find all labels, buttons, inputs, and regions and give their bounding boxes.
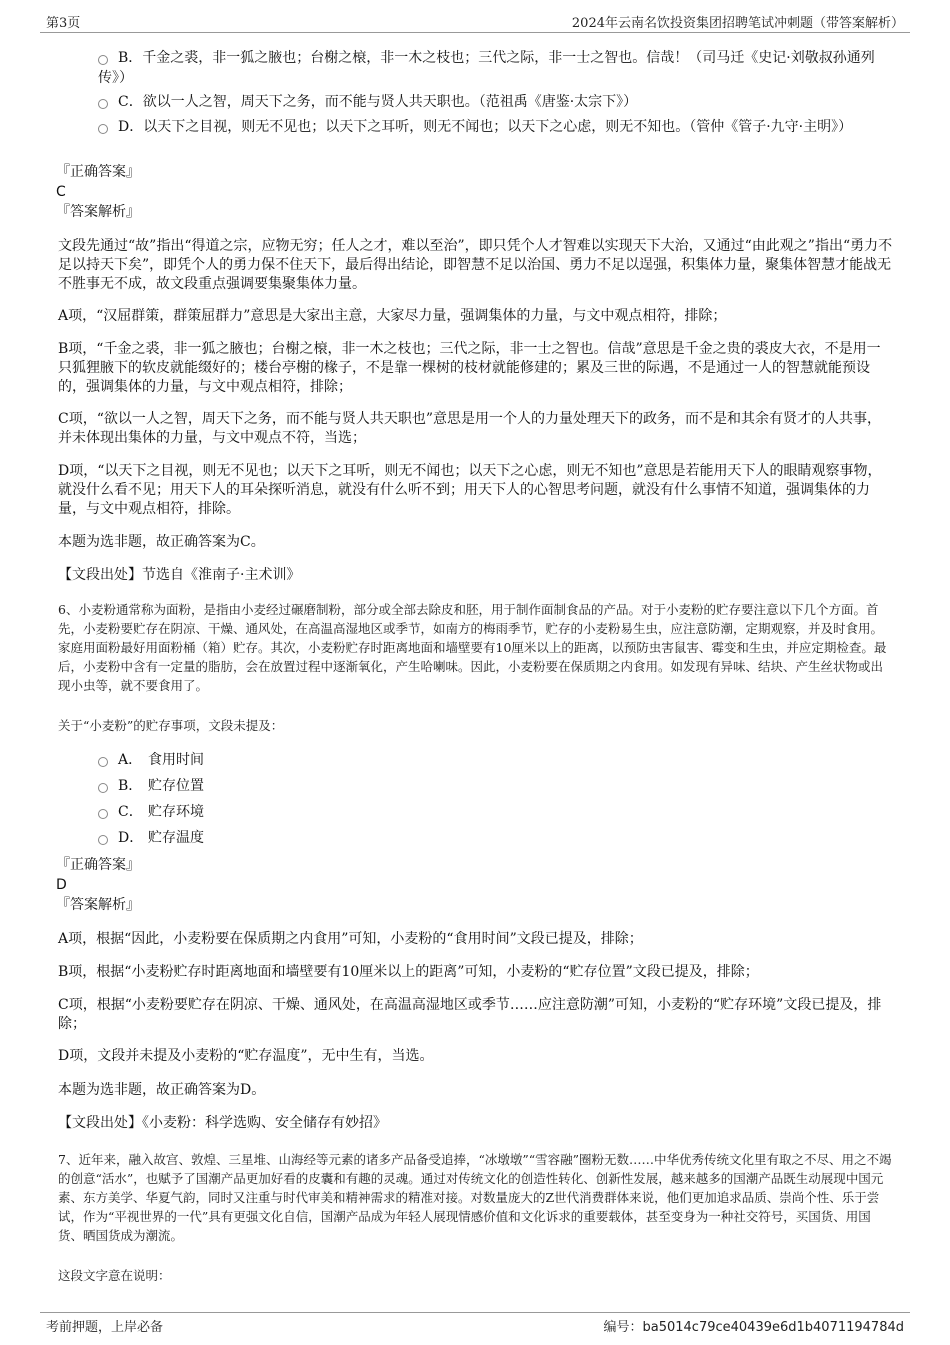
document-title: 2024年云南名饮投资集团招聘笔试冲刺题（带答案解析） bbox=[571, 16, 904, 31]
q6-option-d-letter: D． bbox=[118, 830, 144, 846]
q6-stem: 6、小麦粉通常称为面粉，是指由小麦经过碾磨制粉，部分或全部去除皮和胚，用于制作面制食品的产品。对于小麦粉的贮存要注意以下几个方面。首先，小麦粉要贮存在阴凉、干燥、通风处，在高温高湿地区或季节，如南方的梅雨季节，贮存的小麦粉易生虫，应注意防潮，定期观察，并及时食用。家庭用面粉最好用面粉桶（箱）贮存。其次，小麦粉贮存时距离地面和墙壁要有10厘米以上的距离，以预防虫害鼠害、霉变和生虫，并应定期检查。最后，小麦粉中含有一定量的脂肪，会在放置过程中逐渐氧化，产生哈喇味。因此，小麦粉要在保质期之内食用。如发现有异味、结块、产生丝状物或出现小虫等，就不要食用了。 bbox=[58, 602, 887, 693]
q6-option-c[interactable] bbox=[98, 802, 204, 822]
q6-analysis-d: D项，文段并未提及小麦粉的“贮存温度”，无中生有，当选。 bbox=[58, 1048, 434, 1064]
q5-option-b-text: B．千金之裘，非一狐之腋也；台榭之榱，非一木之枝也；三代之际，非一士之智也。信哉！（司马迁《史记·刘敬叔孙通列传》） bbox=[98, 50, 875, 86]
q7-question: 这段文字意在说明： bbox=[58, 1268, 171, 1283]
q5-analysis-d: D项，“以天下之目视，则无不见也；以天下之耳听，则无不闻也；以天下之心虑，则无不知也”意思是若能用天下人的眼睛观察事物，就没什么看不见；用天下人的耳朵探听消息，就没有什么听不到；用天下人的心智思考问题，就没有什么事情不知道，强调集体的力量，与文中观点相符，排除。 bbox=[58, 463, 882, 517]
q6-option-d-text: 贮存温度 bbox=[148, 830, 204, 846]
q5-analysis-heading: 『答案解析』 bbox=[56, 204, 140, 220]
q5-option-c[interactable] bbox=[98, 92, 898, 112]
q5-analysis-a: A项，“汉屈群策，群策屈群力”意思是大家出主意，大家尽力量，强调集体的力量，与文中观点相符，排除； bbox=[58, 308, 727, 324]
q5-analysis-paragraph: 文段先通过“故”指出“得道之宗，应物无穷；任人之才，难以至治”，即只凭个人才智难以实现天下大治，又通过“由此观之”指出“勇力不足以持天下矣”，即凭个人的勇力保不住天下，最后得出结论，即智慧不足以治国、勇力不足以逞强，积集体力量，聚集体智慧才能战无不胜事无不成，故文段重点强调要集聚集体力量。 bbox=[58, 238, 893, 292]
radio-icon[interactable] bbox=[98, 757, 108, 767]
footer-code bbox=[603, 1316, 904, 1335]
footer-divider bbox=[40, 1312, 910, 1313]
q6-analysis-a: A项，根据“因此，小麦粉要在保质期之内食用”可知，小麦粉的“食用时间”文段已提及，排除； bbox=[58, 931, 643, 947]
radio-icon[interactable] bbox=[98, 783, 108, 793]
q5-analysis-c: C项，“欲以一人之智，周天下之务，而不能与贤人共天职也”意思是用一个人的力量处理天下的政务，而不是和其余有贤才的人共事，并未体现出集体的力量，与文中观点不符，当选； bbox=[58, 411, 882, 446]
q6-analysis-heading: 『答案解析』 bbox=[56, 897, 140, 913]
footer-code-value: ba5014c79ce40439e6d1b4071194784d bbox=[642, 1320, 904, 1335]
q6-option-a-letter: A． bbox=[118, 752, 143, 768]
header-divider bbox=[40, 32, 910, 33]
q5-source: 【文段出处】节选自《淮南子·主术训》 bbox=[58, 567, 301, 583]
q6-option-a-text: 食用时间 bbox=[148, 752, 204, 768]
q6-option-c-text: 贮存环境 bbox=[148, 804, 204, 820]
q6-source: 【文段出处】《小麦粉：科学选购、安全储存有妙招》 bbox=[58, 1115, 387, 1131]
q6-answer-heading: 『正确答案』 bbox=[56, 857, 140, 873]
page-number: 第3页 bbox=[46, 16, 81, 31]
q5-option-b[interactable] bbox=[98, 48, 898, 88]
q6-option-b-text: 贮存位置 bbox=[148, 778, 204, 794]
q5-option-d-text: D．以天下之目视，则无不见也；以天下之耳听，则无不闻也；以天下之心虑，则无不知也。（管仲《管子·九守·主明》） bbox=[118, 119, 853, 135]
radio-icon[interactable] bbox=[98, 55, 108, 65]
q6-option-c-letter: C． bbox=[118, 804, 143, 820]
footer-slogan: 考前押题，上岸必备 bbox=[46, 1320, 164, 1335]
q5-analysis-b: B项，“千金之裘，非一狐之腋也；台榭之榱，非一木之枝也；三代之际，非一士之智也。信哉”意思是千金之贵的裘皮大衣，不是用一只狐狸腋下的软皮就能缀好的；楼台亭榭的椽子，不是靠一棵树的枝材就能修建的；累及三世的际遇，不是通过一人的智慧就能预设的，强调集体的力量，与文中观点相符，排除； bbox=[58, 341, 881, 395]
q5-option-d[interactable] bbox=[98, 117, 898, 137]
footer-code-label: 编号： bbox=[603, 1320, 643, 1335]
radio-icon[interactable] bbox=[98, 835, 108, 845]
q6-answer: D bbox=[56, 877, 67, 893]
q6-option-b-letter: B． bbox=[118, 778, 143, 794]
radio-icon[interactable] bbox=[98, 99, 108, 109]
q6-option-b[interactable] bbox=[98, 776, 204, 796]
radio-icon[interactable] bbox=[98, 124, 108, 134]
q5-answer: C bbox=[56, 184, 66, 200]
q6-conclusion: 本题为选非题，故正确答案为D。 bbox=[58, 1082, 266, 1098]
q6-analysis-b: B项，根据“小麦粉贮存时距离地面和墙壁要有10厘米以上的距离”可知，小麦粉的“贮存位置”文段已提及，排除； bbox=[58, 964, 759, 980]
q5-answer-heading: 『正确答案』 bbox=[56, 164, 140, 180]
q6-question: 关于“小麦粉”的贮存事项，文段未提及： bbox=[58, 718, 284, 733]
radio-icon[interactable] bbox=[98, 809, 108, 819]
q5-option-c-text: C．欲以一人之智，周天下之务，而不能与贤人共天职也。（范祖禹《唐鉴·太宗下》） bbox=[118, 94, 638, 110]
q6-option-a[interactable] bbox=[98, 750, 204, 770]
q7-stem: 7、近年来，融入故宫、敦煌、三星堆、山海经等元素的诸多产品备受追捧，“冰墩墩”“雪容融”圈粉无数……中华优秀传统文化里有取之不尽、用之不竭的创意“活水”，也赋予了国潮产品更加好看的皮囊和有趣的灵魂。通过对传统文化的创造性转化、创新性发展，越来越多的国潮产品既生动展现中国元素、东方美学、华夏气韵，同时又注重与时代审美和精神需求的精准对接。对数量庞大的Z世代消费群体来说，他们更加追求品质、崇尚个性、乐于尝试，作为“平视世界的一代”具有更强文化自信，国潮产品成为年轻人展现情感价值和文化诉求的重要载体，甚至变身为一种社交符号，买国货、用国货、晒国货成为潮流。 bbox=[58, 1152, 892, 1243]
q6-option-d[interactable] bbox=[98, 828, 204, 848]
q6-analysis-c: C项，根据“小麦粉要贮存在阴凉、干燥、通风处，在高温高湿地区或季节……应注意防潮”可知，小麦粉的“贮存环境”文段已提及，排除； bbox=[58, 997, 882, 1032]
q5-conclusion: 本题为选非题，故正确答案为C。 bbox=[58, 534, 265, 550]
